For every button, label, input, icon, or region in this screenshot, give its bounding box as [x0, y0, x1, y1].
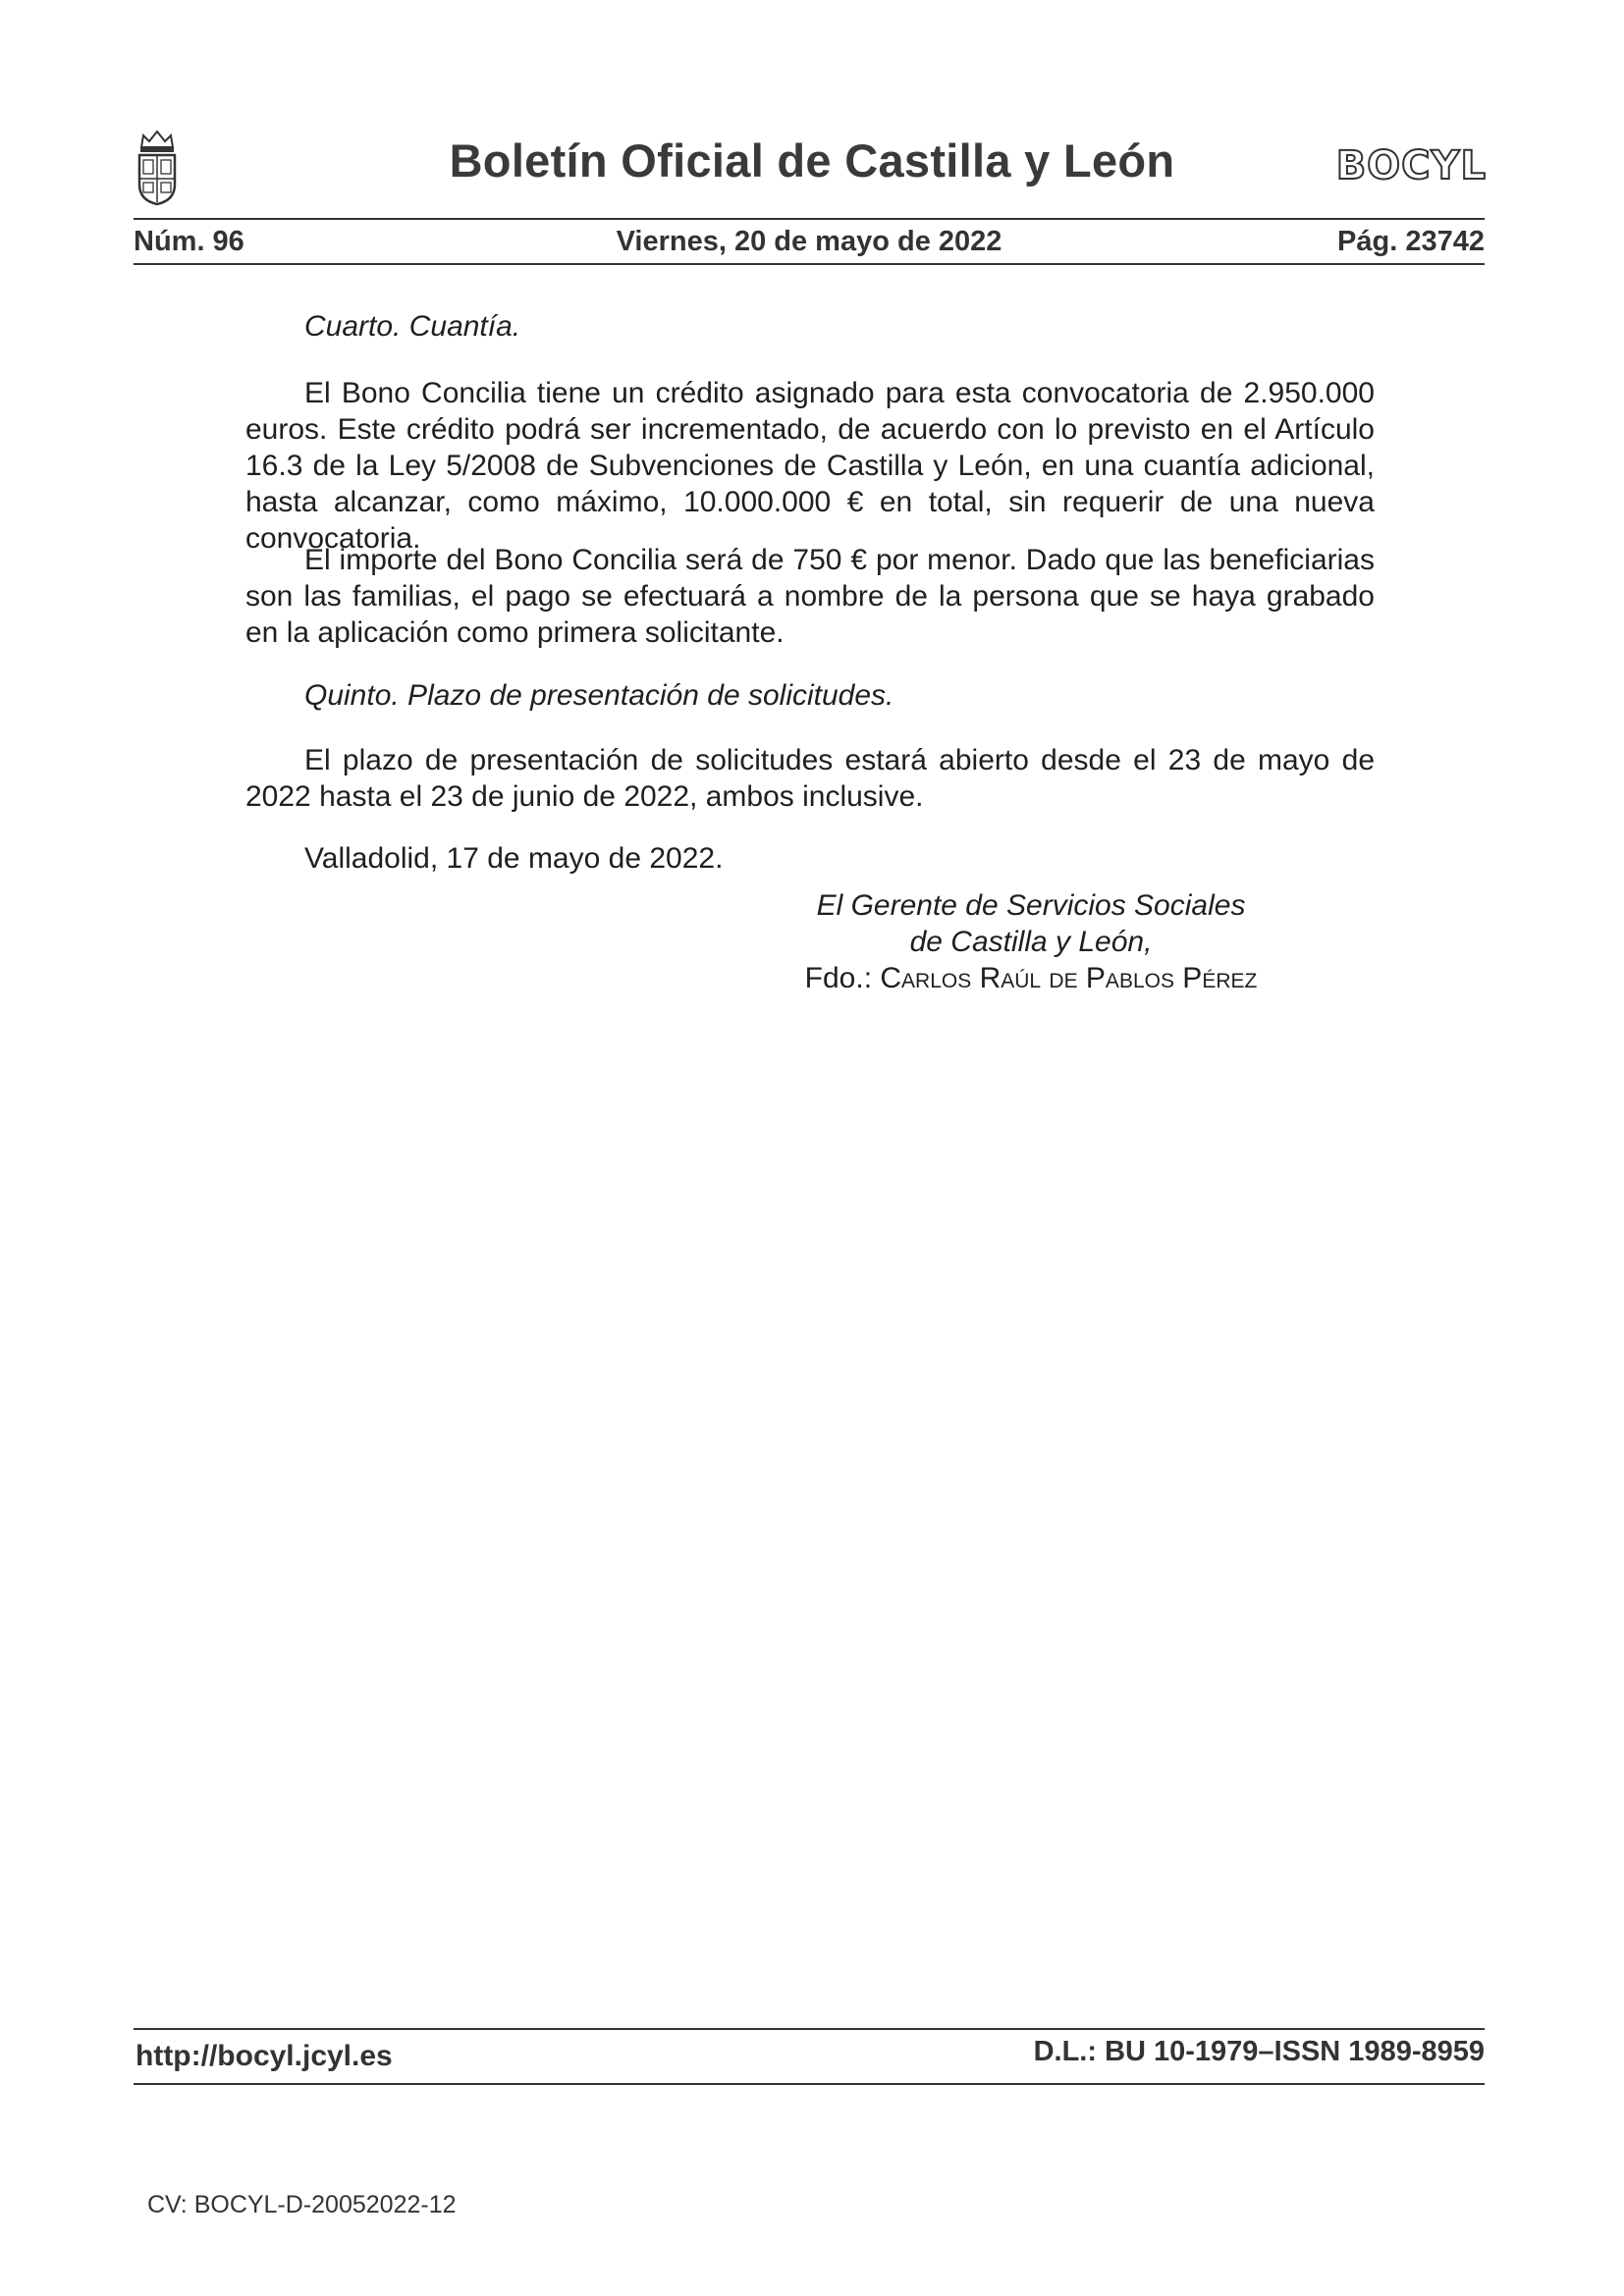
- issue-meta-row: [134, 222, 1485, 261]
- paragraph-amount: El importe del Bono Concilia será de 750 € por menor. Dado que las beneficiarias son las familias, el pago se efectuará a nombre de la persona que se haya grabado en la aplicación como primera solicitante.: [245, 544, 1375, 649]
- signature-name-line: [766, 960, 1296, 996]
- bocyl-logo: BOCYL: [1335, 143, 1487, 188]
- signature-prefix: Fdo.:: [804, 962, 881, 994]
- place-date: Valladolid, 17 de mayo de 2022.: [304, 842, 724, 875]
- signatory-name: Carlos Raúl de Pablos Pérez: [880, 962, 1258, 994]
- verification-code: CV: BOCYL-D-20052022-12: [147, 2191, 457, 2218]
- section-heading-plazo: Quinto. Plazo de presentación de solicitudes.: [304, 679, 894, 712]
- paragraph-credit: El Bono Concilia tiene un crédito asignado para esta convocatoria de 2.950.000 euros. Este crédito podrá ser incrementado, de acuerdo con lo previsto en el Artículo 16.3 de la Ley 5/2008 de Subvenciones de Castilla y León, en una cuantía adicional, hasta alcanzar, como máximo, 10.000.000 € en total, sin requerir de una nueva convocatoria.: [245, 377, 1375, 555]
- header-rule-bottom: [134, 263, 1485, 265]
- paragraph-deadline: El plazo de presentación de solicitudes estará abierto desde el 23 de mayo de 2022 hasta el 23 de junio de 2022, ambos inclusive.: [245, 744, 1375, 813]
- page-number: Pág. 23742: [1337, 226, 1485, 257]
- section-heading-cuantia: Cuarto. Cuantía.: [304, 310, 521, 343]
- signature-role-line2: de Castilla y León,: [909, 926, 1153, 958]
- bulletin-title: Boletín Oficial de Castilla y León: [449, 134, 1175, 187]
- footer-rule-bottom: [134, 2083, 1485, 2085]
- footer-legal-deposit: D.L.: BU 10-1979–ISSN 1989-8959: [1033, 2036, 1485, 2067]
- footer-rule-top: [134, 2028, 1485, 2030]
- footer-url-link[interactable]: http://bocyl.jcyl.es: [135, 2040, 393, 2072]
- issue-date: Viernes, 20 de mayo de 2022: [616, 226, 1002, 257]
- signature-block: [766, 887, 1296, 996]
- issue-number: Núm. 96: [134, 226, 244, 257]
- signature-role-line1: El Gerente de Servicios Sociales: [816, 889, 1246, 922]
- header-rule-top: [134, 218, 1485, 220]
